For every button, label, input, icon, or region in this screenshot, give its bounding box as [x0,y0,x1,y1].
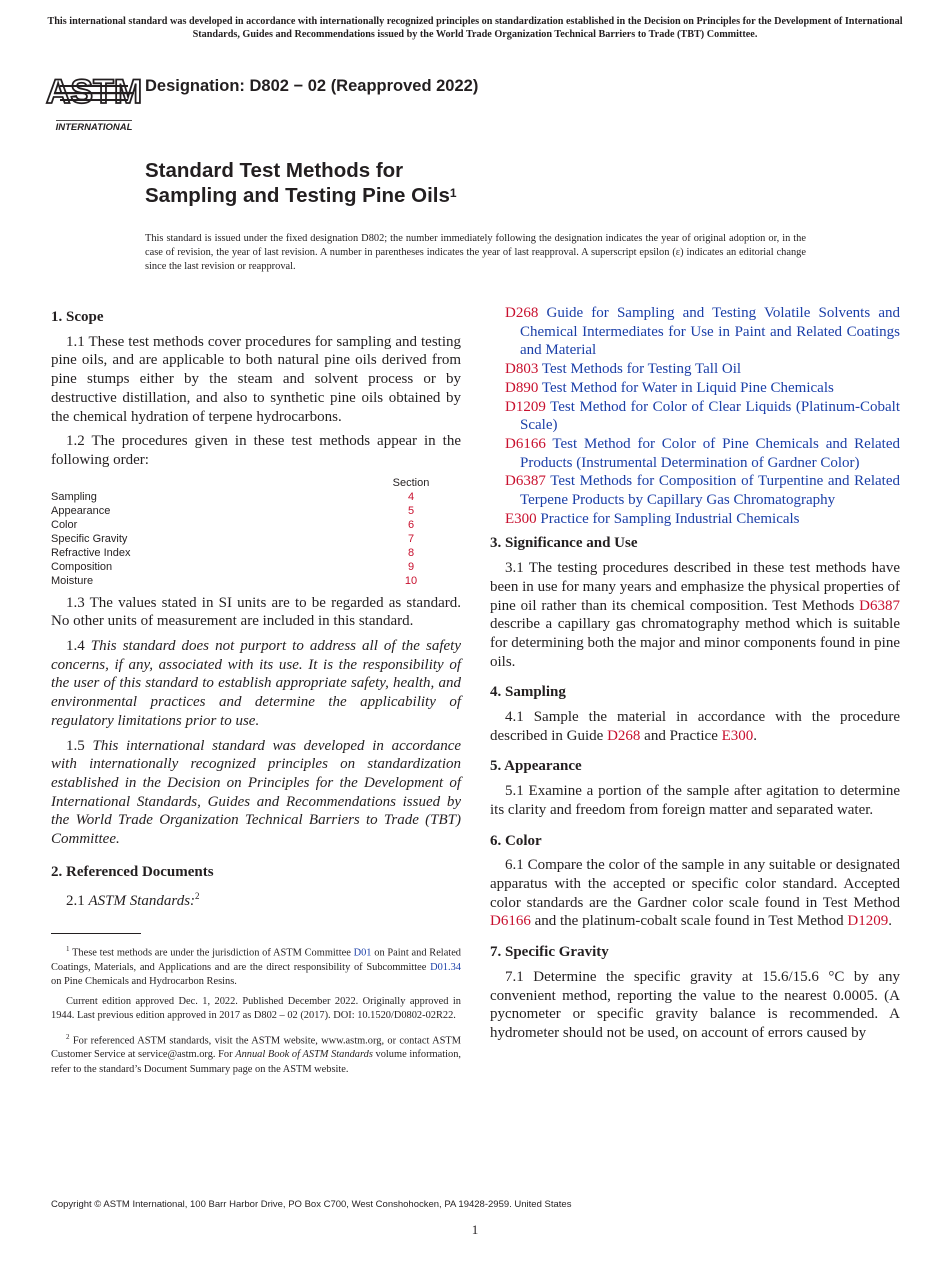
ref-code-link[interactable]: D268 [505,305,539,321]
list-item [490,472,900,509]
section-table-header: Section [392,476,430,489]
para-6-1: 6.1 Compare the color of the sample in any suitable or designated apparatus with the accepted or specific color standard. Accepted color standards are the Gardner color scale found in Test Method D6166 and the platinum-cobalt scale found in Test Method D1209. [490,857,900,930]
para-1-2: 1.2 The procedures given in these test methods appear in the following order: [51,433,461,468]
section-link[interactable]: 10 [404,574,418,587]
para-1-5: 1.5 This international standard was developed in accordance with internationally recognized principles on standardization established in the Decision on Principles for the Development of International Standards, Guides and Recommendations issued by the World Trade Organization Technical Barriers to Trade (TBT) Committee. [51,737,462,848]
ref-title-link[interactable]: Test Method for Color of Pine Chemicals and Related Products (Instrumental Determination of Gardner Color) [520,435,900,471]
d1209-link[interactable]: D1209 [847,913,889,930]
copyright: Copyright © ASTM International, 100 Barr Harbor Drive, PO Box C700, West Conshohocken, PA 19428-2959. United States [51,1199,572,1210]
ref-code-link[interactable]: D6166 [505,435,546,452]
footnote-2: $^2$ For referenced ASTM standards, visit the ASTM website, www.astm.org, or contact ASTM Customer Service at service@astm.org. For Annual Book of ASTM Standards volume information, refer to the standard’s Document Summary page on the ASTM website. [51,1032,461,1075]
para-3-1: 3.1 The testing procedures described in these test methods have been in use for many years and emphasize the physical properties of pine oil rather than its chemical composition. Test Methods D6387 describe a capillary gas chromatography method which is suitable for determining both the major and minor components found in pine oils. [490,560,901,670]
list-item [490,360,900,379]
d6166-link[interactable]: D6166 [490,913,531,930]
reference-list [490,304,900,528]
logo-text: ASTM [45,73,143,111]
ref-title-link[interactable]: Test Methods for Composition of Turpentine and Related Terpene Products by Capillary Gas Chromatography [520,473,900,509]
list-item [490,398,900,435]
section-link[interactable]: 5 [407,504,415,517]
page-title [145,158,457,208]
referenced-heading: 2. Referenced Documents [51,863,214,880]
ref-title-link[interactable]: Test Method for Water in Liquid Pine Chemicals [541,379,834,396]
ref-code-link[interactable]: E300 [505,510,537,527]
gravity-heading: 7. Specific Gravity [490,944,609,961]
section-table [51,476,461,588]
ref-code-link[interactable]: D803 [505,361,539,378]
list-item [490,435,900,472]
ref-code-link[interactable]: D890 [505,379,539,396]
footnote-divider [51,933,141,934]
table-row: Sampling 4 [51,490,461,504]
section-link[interactable]: 4 [407,490,415,503]
appearance-heading: 5. Appearance [490,758,582,775]
color-heading: 6. Color [490,832,542,849]
section-link[interactable]: 8 [407,546,415,559]
astm-logo [45,58,143,133]
ref-code-link[interactable]: D1209 [505,398,546,415]
section-link[interactable]: 6 [407,518,415,531]
sampling-heading: 4. Sampling [490,684,566,701]
list-item [490,304,900,360]
issue-note: This standard is issued under the fixed designation D802; the number immediately following the designation indicates the year of original adoption or, in the case of revision, the year of last revision. A number in parentheses indicates the year of last reapproval. A superscript epsilon (ε) indicates an editorial change since the last revision or reapproval. [145,233,806,273]
ref-title-link[interactable]: Test Methods for Testing Tall Oil [541,361,742,378]
d6387-link[interactable]: D6387 [859,597,901,614]
list-item [490,379,900,398]
para-5-1: 5.1 Examine a portion of the sample after agitation to determine its clarity and freedom from foreign matter and separated water. [490,783,900,818]
scope-heading: 1. Scope [51,309,104,325]
committee-link[interactable]: D01 [353,947,372,959]
title-line-1: Standard Test Methods for [145,159,404,182]
footnote-edition: Current edition approved Dec. 1, 2022. Published December 2022. Originally approved in 1944. Last previous edition approved in 2017 as D802 – 02 (2017). DOI: 10.1520/D0802-02R22. [51,996,461,1022]
table-row: Color 6 [51,518,461,532]
title-footnote-mark: 1 [449,186,457,200]
subcommittee-link[interactable]: D01.34 [430,961,461,973]
table-row: Refractive Index 8 [51,546,461,560]
ref-title-link[interactable]: Guide for Sampling and Testing Volatile Solvents and Chemical Intermediates for Use in Paint and Related Coatings and Material [520,305,900,359]
right-column [490,304,900,1049]
para-1-1: 1.1 These test methods cover procedures for sampling and testing pine oils, and are applicable to both natural pine oils derived from pine stumps either by the steam and solvent process or by destructive distillation, and also to synthetic pine oils obtained by the chemical hydration of terpene hydrocarbons. [51,333,461,425]
para-1-3: 1.3 The values stated in SI units are to be regarded as standard. No other units of measurement are included in this standard. [51,594,461,630]
significance-heading: 3. Significance and Use [490,535,638,552]
table-row: Composition 9 [51,560,461,574]
section-link[interactable]: 9 [407,560,415,573]
section-link[interactable]: 7 [407,532,415,545]
table-row: Moisture 10 [51,574,461,588]
table-row: Specific Gravity 7 [51,532,461,546]
d268-link[interactable]: D268 [607,727,641,744]
list-item [490,510,900,529]
designation: Designation: D802 − 02 (Reapproved 2022) [145,77,479,95]
logo-subtext: INTERNATIONAL [55,122,133,133]
table-row: Appearance 5 [51,504,461,518]
para-1-4: 1.4 This standard does not purport to address all of the safety concerns, if any, associated with its use. It is the responsibility of the user of this standard to establish appropriate safety, health, and environmental practices and determine the applicability of regulatory limitations prior to use. [51,638,461,729]
para-2-1: 2.1 ASTM Standards:$^2$ [66,891,200,910]
left-column [51,304,461,1083]
para-7-1: 7.1 Determine the specific gravity at 15.6/15.6 °C by any convenient method, reporting the value to the nearest 0.0005. (A pycnometer or specific gravity balance is recommended. A hydrometer should not be used, on account of errors caused by [490,968,900,1041]
page-number: 1 [471,1222,479,1237]
title-line-2: Sampling and Testing Pine Oils [145,184,450,207]
footnote-1: $^1$ These test methods are under the jurisdiction of ASTM Committee D01 on Paint and Related Coatings, Materials, and Applications and are the direct responsibility of Subcommittee D01.34 on Pine Chemicals and Hydrocarbon Resins. [51,945,461,988]
ref-title-link[interactable]: Practice for Sampling Industrial Chemicals [540,510,800,527]
e300-link[interactable]: E300 [721,727,754,744]
top-notice: This international standard was developed in accordance with internationally recognized principles on standardization established in the Decision on Principles for the Development of International Standards, Guides and Recommendations issued by the World Trade Organization Technical Barriers to Trade (TBT) Committee. [47,16,903,40]
ref-code-link[interactable]: D6387 [505,473,546,490]
ref-title-link[interactable]: Test Method for Color of Clear Liquids (Platinum-Cobalt Scale) [520,398,900,434]
para-4-1: 4.1 Sample the material in accordance with the procedure described in Guide D268 and Practice E300. [490,709,900,744]
